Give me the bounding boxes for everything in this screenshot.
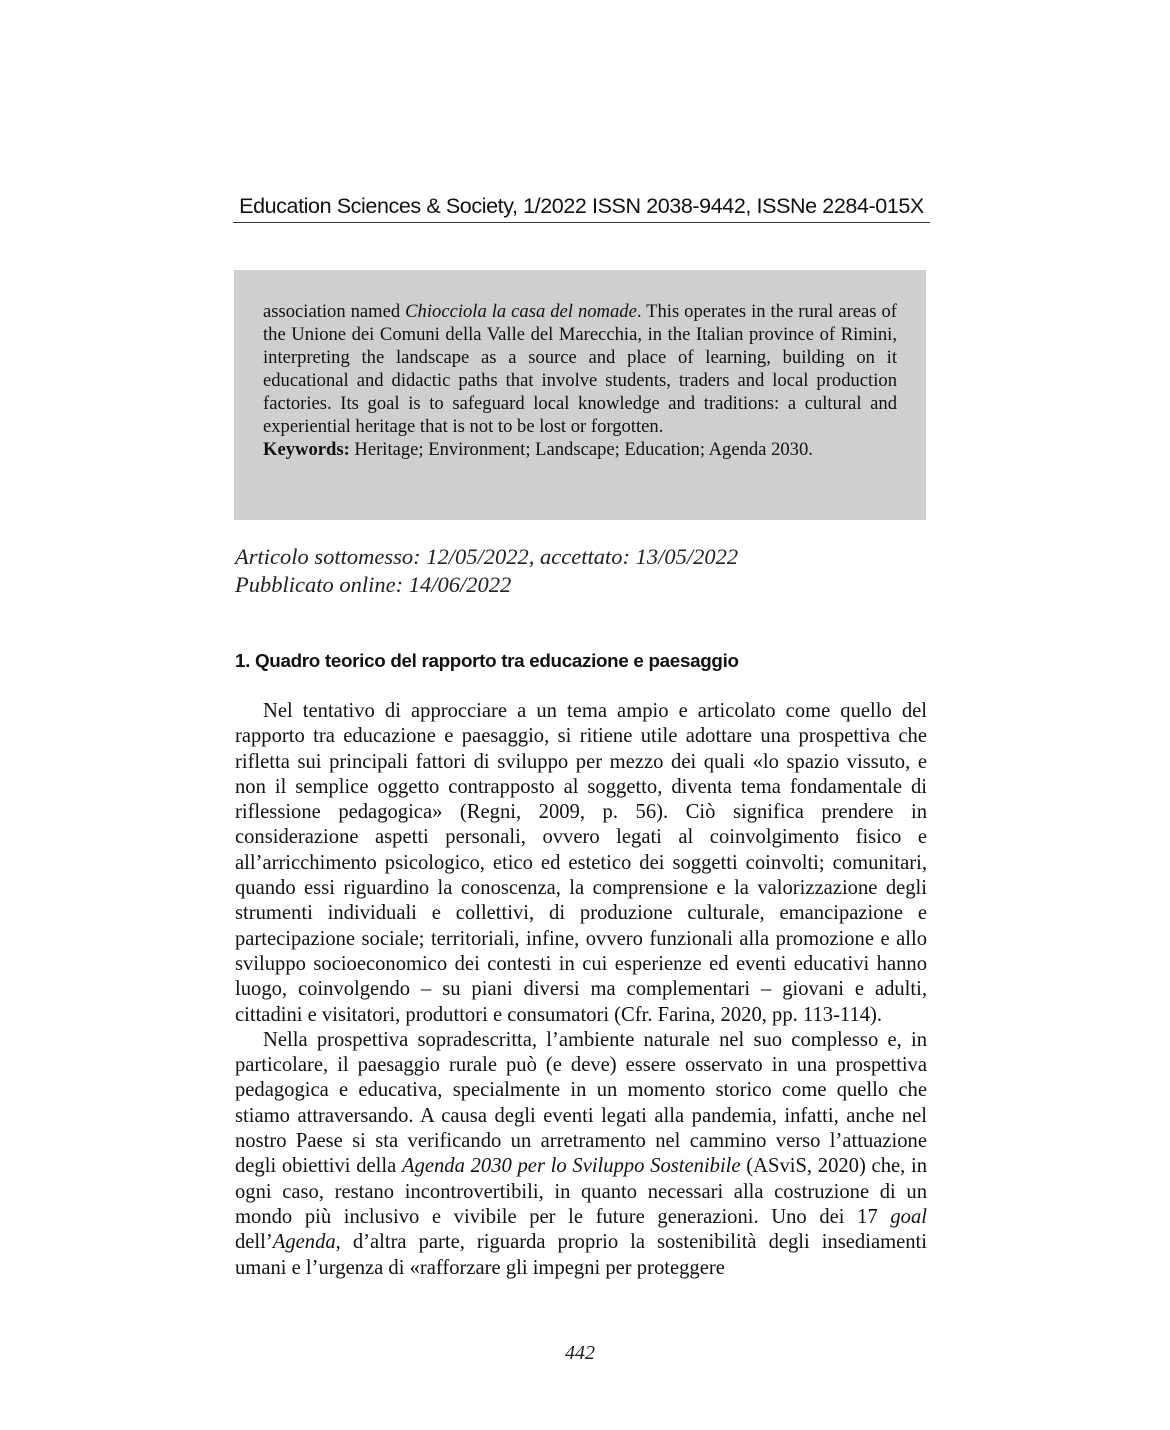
abstract-box xyxy=(234,270,926,520)
agenda-title: Agenda 2030 per lo Sviluppo Sostenibile xyxy=(401,1155,741,1178)
abstract-text-start: association named xyxy=(263,301,406,322)
body-paragraph-2 xyxy=(235,1028,927,1281)
abstract-text-rest: . This operates in the rural areas of the Unione dei Comuni della Valle del Marecchia, in the Italian province of Rimini, interpreting the landscape as a source and place of learning, building on it educational and didactic paths that involve students, traders and local production factories. Its goal is to safeguard local knowledge and traditions: a cultural and experiential heritage that is not to be lost or forgotten. xyxy=(263,301,897,437)
section-title: 1. Quadro teorico del rapporto tra educazione e paesaggio xyxy=(235,650,739,671)
paragraph-2-part-b: (ASviS, 2020) che, in ogni caso, restano incontrovertibili, in quanto necessari alla costruzione di un mondo più inclusivo e vivibile per le future generazioni. Uno dei 17 xyxy=(235,1155,928,1228)
article-dates xyxy=(235,543,738,599)
body-text xyxy=(235,699,927,1281)
paragraph-2-part-a: Nella prospettiva sopradescritta, l’ambiente naturale nel suo complesso e, in particolare, il paesaggio rurale può (e deve) essere osservato in una prospettiva pedagogica e educativa, specialmente in un momento storico come quello che stiamo attraversando. A causa degli eventi legati alla pandemia, infatti, anche nel nostro Paese si sta verificando un arretramento nel cammino verso l’attuazione degli obiettivi della xyxy=(235,1028,927,1178)
paragraph-2-part-d: , d’altra parte, riguarda proprio la sostenibilità degli insediamenti umani e l’urgenza di «rafforzare gli impegni per proteggere xyxy=(235,1231,927,1279)
page-number: 442 xyxy=(565,1342,595,1364)
keywords-list: Heritage; Environment; Landscape; Education; Agenda 2030. xyxy=(349,439,813,460)
association-name: Chiocciola la casa del nomade xyxy=(405,301,637,322)
submission-dates: Articolo sottomesso: 12/05/2022, accettato: 13/05/2022 xyxy=(235,544,739,569)
body-paragraph-1: Nel tentativo di approcciare a un tema ampio e articolato come quello del rapporto tra educazione e paesaggio, si ritiene utile adottare una prospettiva che rifletta sui principali fattori di sviluppo per mezzo dei quali «lo spazio vissuto, e non il semplice oggetto contrapposto al soggetto, diventa tema fondamentale di riflessione pedagogica» (Regni, 2009, p. 56). Ciò significa prendere in considerazione aspetti personali, ovvero legati al coinvolgimento fisico e all’arricchimento psicologico, etico ed estetico dei soggetti coinvolti; comunitari, quando essi riguardino la conoscenza, la comprensione e la valorizzazione degli strumenti individuali e collettivi, di produzione culturale, emancipazione e partecipazione sociale; territoriali, infine, ovvero funzionali alla promozione e allo sviluppo socioeconomico dei contesti in cui esperienze ed eventi educativi hanno luogo, coinvolgendo – su piani diversi ma complementari – giovani e adulti, cittadini e visitatori, produttori e consumatori (Cfr. Farina, 2020, pp. 113-114). xyxy=(235,700,927,1026)
agenda-word: Agenda xyxy=(272,1231,336,1254)
goal-word: goal xyxy=(890,1205,927,1228)
paragraph-2-part-c: dell’ xyxy=(235,1231,273,1254)
keywords-label: Keywords: xyxy=(263,439,350,460)
publication-date: Pubblicato online: 14/06/2022 xyxy=(235,572,512,597)
abstract-text xyxy=(263,300,897,461)
running-head: Education Sciences & Society, 1/2022 ISSN 2038-9442, ISSNe 2284-015X xyxy=(233,194,930,223)
